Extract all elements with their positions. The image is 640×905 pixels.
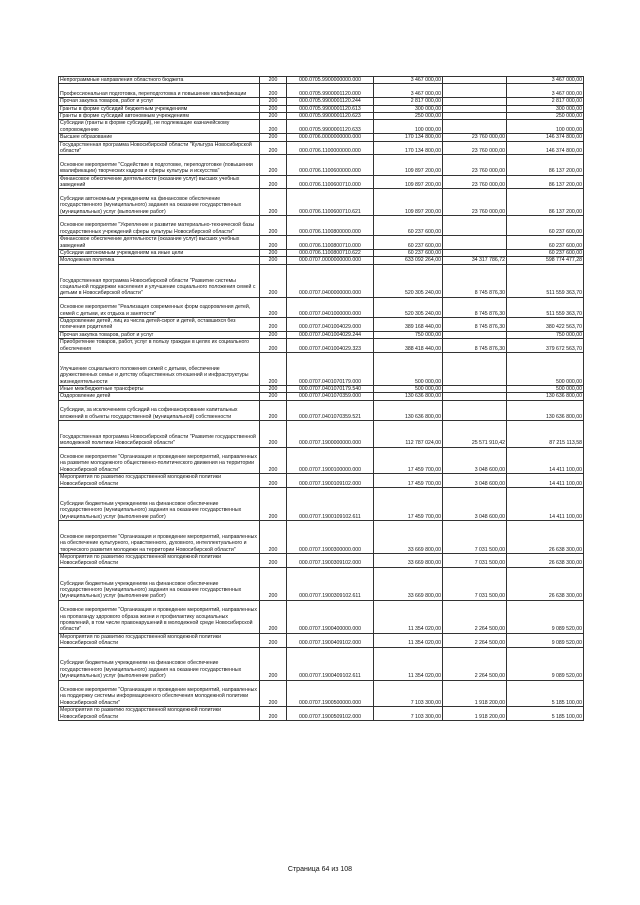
item-amount-total: 109 897 200,00 <box>374 189 443 216</box>
item-amount-total: 33 669 800,00 <box>374 554 443 568</box>
item-amount-remaining: 5 185 100,00 <box>507 707 584 721</box>
item-amount-executed <box>443 120 507 134</box>
item-name: Оздоровление детей <box>59 393 260 400</box>
item-budget-code: 000.0707.0401070359.521 <box>287 400 374 420</box>
table-row <box>59 386 584 393</box>
item-ved-code: 200 <box>260 77 287 84</box>
item-amount-total: 17 459 700,00 <box>374 447 443 474</box>
table-row <box>59 98 584 105</box>
item-amount-remaining: 130 636 800,00 <box>507 400 584 420</box>
item-name: Субсидии (гранты в форме субсидий), не подлежащие казначейскому сопровождению <box>59 120 260 134</box>
item-amount-executed: 3 048 600,00 <box>443 474 507 488</box>
item-amount-remaining: 300 000,00 <box>507 105 584 112</box>
item-ved-code: 200 <box>260 353 287 386</box>
item-amount-executed <box>443 386 507 393</box>
item-amount-remaining: 500 000,00 <box>507 353 584 386</box>
item-amount-remaining: 3 467 000,00 <box>507 77 584 84</box>
item-ved-code: 200 <box>260 257 287 264</box>
item-amount-remaining: 511 559 363,70 <box>507 264 584 297</box>
item-amount-executed: 2 264 500,00 <box>443 647 507 680</box>
item-ved-code: 200 <box>260 175 287 189</box>
item-amount-remaining: 26 638 300,00 <box>507 521 584 554</box>
item-name: Мероприятия по развитию государственной молодежной политики Новосибирской области <box>59 554 260 568</box>
table-row <box>59 189 584 216</box>
item-budget-code: 000.0707.1900000000.000 <box>287 421 374 448</box>
item-amount-executed: 2 264 500,00 <box>443 600 507 633</box>
table-row <box>59 84 584 98</box>
item-name: Непрограммные направления областного бюджета <box>59 77 260 84</box>
item-amount-remaining: 86 137 200,00 <box>507 189 584 216</box>
item-amount-remaining: 5 185 100,00 <box>507 680 584 707</box>
item-amount-remaining: 598 774 477,28 <box>507 257 584 264</box>
table-row <box>59 120 584 134</box>
table-row <box>59 216 584 236</box>
item-amount-remaining: 379 672 563,70 <box>507 339 584 353</box>
item-budget-code: 000.0707.0401070359.000 <box>287 393 374 400</box>
item-amount-total: 3 467 000,00 <box>374 84 443 98</box>
table-row <box>59 113 584 120</box>
item-budget-code: 000.0707.1900500000.000 <box>287 680 374 707</box>
item-ved-code: 200 <box>260 488 287 521</box>
item-budget-code: 000.0705.9900001120.613 <box>287 105 374 112</box>
item-amount-executed <box>443 77 507 84</box>
table-row <box>59 393 584 400</box>
item-name: Прочая закупка товаров, работ и услуг <box>59 98 260 105</box>
table-row <box>59 105 584 112</box>
item-budget-code: 000.0706.0000000000.000 <box>287 134 374 141</box>
item-amount-total: 112 787 024,00 <box>374 421 443 448</box>
item-ved-code: 200 <box>260 421 287 448</box>
item-amount-remaining: 100 000,00 <box>507 120 584 134</box>
item-ved-code: 200 <box>260 447 287 474</box>
item-amount-executed: 23 760 000,00 <box>443 134 507 141</box>
item-amount-executed: 3 048 600,00 <box>443 488 507 521</box>
item-amount-executed <box>443 98 507 105</box>
item-amount-executed: 8 745 876,30 <box>443 318 507 332</box>
item-amount-executed: 34 317 786,72 <box>443 257 507 264</box>
item-budget-code: 000.0705.9900001120.244 <box>287 98 374 105</box>
item-amount-executed: 7 031 500,00 <box>443 567 507 600</box>
table-row <box>59 134 584 141</box>
item-ved-code: 200 <box>260 647 287 680</box>
item-name: Субсидии бюджетным учреждениям на финансовое обеспечение государственного (муниципального) задания на оказание государственных (муниципальных) услуг (выполнение работ) <box>59 488 260 521</box>
item-amount-remaining: 750 000,00 <box>507 331 584 338</box>
table-row <box>59 421 584 448</box>
item-name: Приобретение товаров, работ, услуг в пользу граждан в целях их социального обеспечения <box>59 339 260 353</box>
item-budget-code: 000.0707.1900109102.611 <box>287 488 374 521</box>
item-amount-remaining: 60 237 600,00 <box>507 250 584 257</box>
item-budget-code: 000.0706.1100800710.000 <box>287 236 374 250</box>
item-amount-total: 130 636 800,00 <box>374 400 443 420</box>
item-ved-code: 200 <box>260 113 287 120</box>
item-name: Основное мероприятие "Укрепление и развитие материально-технической базы государственных учреждений сферы культуры Новосибирской области" <box>59 216 260 236</box>
item-budget-code: 000.0707.1900100000.000 <box>287 447 374 474</box>
item-ved-code: 200 <box>260 155 287 175</box>
item-amount-executed <box>443 353 507 386</box>
budget-table <box>58 76 584 721</box>
item-amount-executed <box>443 400 507 420</box>
table-row <box>59 633 584 647</box>
item-name: Основное мероприятие "Содействие в подготовке, переподготовке (повышении квалификации) творческих кадров и сферы культуры и искусства" <box>59 155 260 175</box>
item-budget-code: 000.0707.1900309102.611 <box>287 567 374 600</box>
item-budget-code: 000.0706.1100800000.000 <box>287 216 374 236</box>
item-amount-remaining: 26 638 300,00 <box>507 554 584 568</box>
item-amount-executed <box>443 236 507 250</box>
table-row <box>59 155 584 175</box>
item-amount-remaining: 9 089 520,00 <box>507 633 584 647</box>
page-number: Страница 64 из 108 <box>287 866 353 873</box>
item-amount-executed <box>443 105 507 112</box>
item-name: Иные межбюджетные трансферты <box>59 386 260 393</box>
item-amount-remaining: 250 000,00 <box>507 113 584 120</box>
item-ved-code: 200 <box>260 339 287 353</box>
table-row <box>59 175 584 189</box>
item-budget-code: 000.0706.1100600710.000 <box>287 175 374 189</box>
item-amount-executed: 8 745 876,30 <box>443 339 507 353</box>
item-amount-remaining: 60 237 600,00 <box>507 236 584 250</box>
item-amount-total: 109 897 200,00 <box>374 175 443 189</box>
item-name: Улучшение социального положения семей с детьми, обеспечение дружественных семье и детству общественных отношений и инфраструктуры жизнедеятельности <box>59 353 260 386</box>
item-amount-remaining: 86 137 200,00 <box>507 155 584 175</box>
item-amount-remaining: 130 636 800,00 <box>507 393 584 400</box>
item-amount-total: 520 305 240,00 <box>374 297 443 317</box>
table-row <box>59 447 584 474</box>
item-ved-code: 200 <box>260 141 287 155</box>
item-amount-total: 60 237 600,00 <box>374 236 443 250</box>
item-ved-code: 200 <box>260 189 287 216</box>
item-ved-code: 200 <box>260 400 287 420</box>
table-row <box>59 331 584 338</box>
table-row <box>59 488 584 521</box>
item-amount-total: 300 000,00 <box>374 105 443 112</box>
item-ved-code: 200 <box>260 297 287 317</box>
item-budget-code: 000.0707.1900300000.000 <box>287 521 374 554</box>
item-amount-remaining: 380 422 563,70 <box>507 318 584 332</box>
item-amount-total: 500 000,00 <box>374 353 443 386</box>
item-name: Основное мероприятие "Организация и проведение мероприятий, направленных на поддержку системы информационного обеспечения молодежной политики Новосибирской области" <box>59 680 260 707</box>
item-amount-remaining: 2 817 000,00 <box>507 98 584 105</box>
item-ved-code: 200 <box>260 633 287 647</box>
item-name: Государственная программа Новосибирской области "Развитие системы социальной поддержки населения и улучшение социального положения семей с детьми в Новосибирской области" <box>59 264 260 297</box>
item-amount-total: 11 354 020,00 <box>374 600 443 633</box>
item-name: Мероприятия по развитию государственной молодежной политики Новосибирской области <box>59 474 260 488</box>
item-amount-total: 3 467 000,00 <box>374 77 443 84</box>
item-amount-remaining: 14 411 100,00 <box>507 488 584 521</box>
item-amount-executed <box>443 216 507 236</box>
item-budget-code: 000.0707.1900509102.000 <box>287 707 374 721</box>
item-amount-total: 33 669 800,00 <box>374 567 443 600</box>
item-ved-code: 200 <box>260 474 287 488</box>
item-amount-remaining: 146 374 800,00 <box>507 141 584 155</box>
item-amount-executed <box>443 393 507 400</box>
item-amount-total: 500 000,00 <box>374 386 443 393</box>
item-amount-total: 7 103 300,00 <box>374 680 443 707</box>
item-amount-executed <box>443 113 507 120</box>
item-amount-total: 633 092 264,00 <box>374 257 443 264</box>
item-name: Финансовое обеспечение деятельности (оказание услуг) высших учебных заведений <box>59 236 260 250</box>
item-budget-code: 000.0707.0000000000.000 <box>287 257 374 264</box>
item-amount-total: 60 237 600,00 <box>374 250 443 257</box>
item-name: Государственная программа Новосибирской области "Культура Новосибирской области" <box>59 141 260 155</box>
item-name: Финансовое обеспечение деятельности (оказание услуг) высших учебных заведений <box>59 175 260 189</box>
item-ved-code: 200 <box>260 105 287 112</box>
table-row <box>59 353 584 386</box>
item-amount-executed: 25 571 910,42 <box>443 421 507 448</box>
item-amount-executed: 8 745 876,30 <box>443 264 507 297</box>
item-budget-code: 000.0707.0401000000.000 <box>287 297 374 317</box>
item-ved-code: 200 <box>260 331 287 338</box>
item-amount-total: 17 459 700,00 <box>374 488 443 521</box>
item-ved-code: 200 <box>260 250 287 257</box>
item-name: Мероприятия по развитию государственной молодежной политики Новосибирской области <box>59 707 260 721</box>
item-budget-code: 000.0706.1100000000.000 <box>287 141 374 155</box>
item-name: Гранты в форме субсидий бюджетным учреждениям <box>59 105 260 112</box>
item-amount-total: 250 000,00 <box>374 113 443 120</box>
item-amount-total: 17 459 700,00 <box>374 474 443 488</box>
item-ved-code: 200 <box>260 386 287 393</box>
item-amount-executed: 23 760 000,00 <box>443 189 507 216</box>
item-budget-code: 000.0705.9900001120.000 <box>287 84 374 98</box>
item-amount-executed <box>443 250 507 257</box>
item-amount-executed: 23 760 000,00 <box>443 155 507 175</box>
item-budget-code: 000.0707.0401004029.323 <box>287 339 374 353</box>
item-amount-executed: 1 918 200,00 <box>443 680 507 707</box>
item-amount-executed: 7 031 500,00 <box>443 554 507 568</box>
item-ved-code: 200 <box>260 236 287 250</box>
budget-table-body <box>59 77 584 721</box>
item-amount-remaining: 14 411 100,00 <box>507 474 584 488</box>
item-name: Субсидии бюджетным учреждениям на финансовое обеспечение государственного (муниципального) задания на оказание государственных (муниципальных) услуг (выполнение работ) <box>59 567 260 600</box>
table-row <box>59 707 584 721</box>
item-amount-total: 33 669 800,00 <box>374 521 443 554</box>
item-ved-code: 200 <box>260 264 287 297</box>
table-row <box>59 400 584 420</box>
item-ved-code: 200 <box>260 554 287 568</box>
item-amount-total: 11 354 020,00 <box>374 647 443 680</box>
item-amount-remaining: 60 237 600,00 <box>507 216 584 236</box>
item-name: Субсидии, за исключением субсидий на софинансирование капитальных вложений в объекты государственной (муниципальной) собственности <box>59 400 260 420</box>
item-name: Гранты в форме субсидий автономным учреждениям <box>59 113 260 120</box>
item-ved-code: 200 <box>260 521 287 554</box>
item-ved-code: 200 <box>260 120 287 134</box>
item-ved-code: 200 <box>260 98 287 105</box>
item-name: Государственная программа Новосибирской области "Развитие государственной молодежной политики Новосибирской области" <box>59 421 260 448</box>
item-amount-executed: 1 918 200,00 <box>443 707 507 721</box>
table-row <box>59 600 584 633</box>
item-name: Высшее образование <box>59 134 260 141</box>
item-ved-code: 200 <box>260 567 287 600</box>
item-name: Субсидии автономным учреждениям на финансовое обеспечение государственного (муниципального) задания на оказание государственных (муниципальных) услуг (выполнение работ) <box>59 189 260 216</box>
item-amount-executed: 2 264 500,00 <box>443 633 507 647</box>
item-ved-code: 200 <box>260 318 287 332</box>
table-row <box>59 567 584 600</box>
table-row <box>59 647 584 680</box>
item-amount-total: 170 134 800,00 <box>374 141 443 155</box>
item-amount-remaining: 3 467 000,00 <box>507 84 584 98</box>
table-row <box>59 554 584 568</box>
item-amount-total: 60 237 600,00 <box>374 216 443 236</box>
item-name: Молодежная политика <box>59 257 260 264</box>
item-budget-code: 000.0706.1100800710.622 <box>287 250 374 257</box>
item-amount-executed <box>443 331 507 338</box>
item-ved-code: 200 <box>260 216 287 236</box>
table-row <box>59 77 584 84</box>
item-amount-remaining: 500 000,00 <box>507 386 584 393</box>
item-ved-code: 200 <box>260 680 287 707</box>
item-amount-executed: 3 048 600,00 <box>443 447 507 474</box>
item-amount-executed: 8 745 876,30 <box>443 297 507 317</box>
item-amount-total: 170 134 800,00 <box>374 134 443 141</box>
item-amount-remaining: 26 638 300,00 <box>507 567 584 600</box>
item-name: Оздоровление детей, лиц из числа детей-сирот и детей, оставшихся без попечения родителей <box>59 318 260 332</box>
table-row <box>59 236 584 250</box>
item-amount-remaining: 86 137 200,00 <box>507 175 584 189</box>
item-amount-total: 388 418 440,00 <box>374 339 443 353</box>
item-ved-code: 200 <box>260 393 287 400</box>
item-budget-code: 000.0705.9900000000.000 <box>287 77 374 84</box>
item-budget-code: 000.0707.0400000000.000 <box>287 264 374 297</box>
item-budget-code: 000.0707.0401070179.000 <box>287 353 374 386</box>
item-budget-code: 000.0705.9900001120.633 <box>287 120 374 134</box>
item-name: Основное мероприятие "Реализация современных форм оздоровления детей, семей с детьми, их отдыха и занятости" <box>59 297 260 317</box>
item-amount-total: 389 168 440,00 <box>374 318 443 332</box>
item-amount-remaining: 511 559 363,70 <box>507 297 584 317</box>
item-ved-code: 200 <box>260 600 287 633</box>
item-amount-executed: 23 760 000,00 <box>443 175 507 189</box>
item-budget-code: 000.0706.1100600000.000 <box>287 155 374 175</box>
item-budget-code: 000.0707.0401004029.244 <box>287 331 374 338</box>
item-amount-total: 750 000,00 <box>374 331 443 338</box>
table-row <box>59 264 584 297</box>
item-amount-remaining: 9 089 520,00 <box>507 647 584 680</box>
item-budget-code: 000.0707.1900309102.000 <box>287 554 374 568</box>
table-row <box>59 339 584 353</box>
item-amount-remaining: 146 374 800,00 <box>507 134 584 141</box>
item-amount-remaining: 9 089 520,00 <box>507 600 584 633</box>
item-ved-code: 200 <box>260 134 287 141</box>
item-budget-code: 000.0706.1100600710.621 <box>287 189 374 216</box>
item-name: Мероприятия по развитию государственной молодежной политики Новосибирской области <box>59 633 260 647</box>
item-amount-remaining: 87 215 113,58 <box>507 421 584 448</box>
item-budget-code: 000.0707.1900409102.000 <box>287 633 374 647</box>
item-amount-total: 100 000,00 <box>374 120 443 134</box>
item-budget-code: 000.0707.1900109102.000 <box>287 474 374 488</box>
item-budget-code: 000.0707.1900400000.000 <box>287 600 374 633</box>
item-budget-code: 000.0707.0401070179.540 <box>287 386 374 393</box>
item-name: Профессиональная подготовка, переподготовка и повышение квалификации <box>59 84 260 98</box>
table-row <box>59 250 584 257</box>
item-amount-total: 109 897 200,00 <box>374 155 443 175</box>
item-amount-total: 520 305 240,00 <box>374 264 443 297</box>
item-amount-total: 130 636 800,00 <box>374 393 443 400</box>
item-budget-code: 000.0707.0401004029.000 <box>287 318 374 332</box>
table-row <box>59 297 584 317</box>
table-row <box>59 474 584 488</box>
item-amount-total: 11 354 020,00 <box>374 633 443 647</box>
item-name: Прочая закупка товаров, работ и услуг <box>59 331 260 338</box>
item-amount-executed: 7 031 500,00 <box>443 521 507 554</box>
item-budget-code: 000.0705.9900001120.623 <box>287 113 374 120</box>
table-row <box>59 257 584 264</box>
table-row <box>59 318 584 332</box>
item-amount-executed <box>443 84 507 98</box>
item-amount-total: 7 103 300,00 <box>374 707 443 721</box>
item-ved-code: 200 <box>260 707 287 721</box>
item-name: Основное мероприятие "Организация и проведение мероприятий, направленных на пропаганду здорового образа жизни и профилактику асоциальных проявлений, в том числе правонарушений в молодежной среде Новосибирской области" <box>59 600 260 633</box>
item-name: Основное мероприятие "Организация и проведение мероприятий, направленных на обеспечение культурного, нравственного, духовного, интеллектуального и творческого развития молодежи на территории Новосибирской области" <box>59 521 260 554</box>
item-name: Субсидии бюджетным учреждениям на финансовое обеспечение государственного (муниципального) задания на оказание государственных (муниципальных) услуг (выполнение работ) <box>59 647 260 680</box>
item-name: Основное мероприятие "Организация и проведение мероприятий, направленных на развитие молодежного общественно-политического движения на территории Новосибирской области" <box>59 447 260 474</box>
item-budget-code: 000.0707.1900409102.611 <box>287 647 374 680</box>
table-row <box>59 141 584 155</box>
item-amount-executed: 23 760 000,00 <box>443 141 507 155</box>
item-name: Субсидии автономным учреждениям на иные цели <box>59 250 260 257</box>
table-row <box>59 680 584 707</box>
item-ved-code: 200 <box>260 84 287 98</box>
item-amount-total: 2 817 000,00 <box>374 98 443 105</box>
item-amount-remaining: 14 411 100,00 <box>507 447 584 474</box>
table-row <box>59 521 584 554</box>
